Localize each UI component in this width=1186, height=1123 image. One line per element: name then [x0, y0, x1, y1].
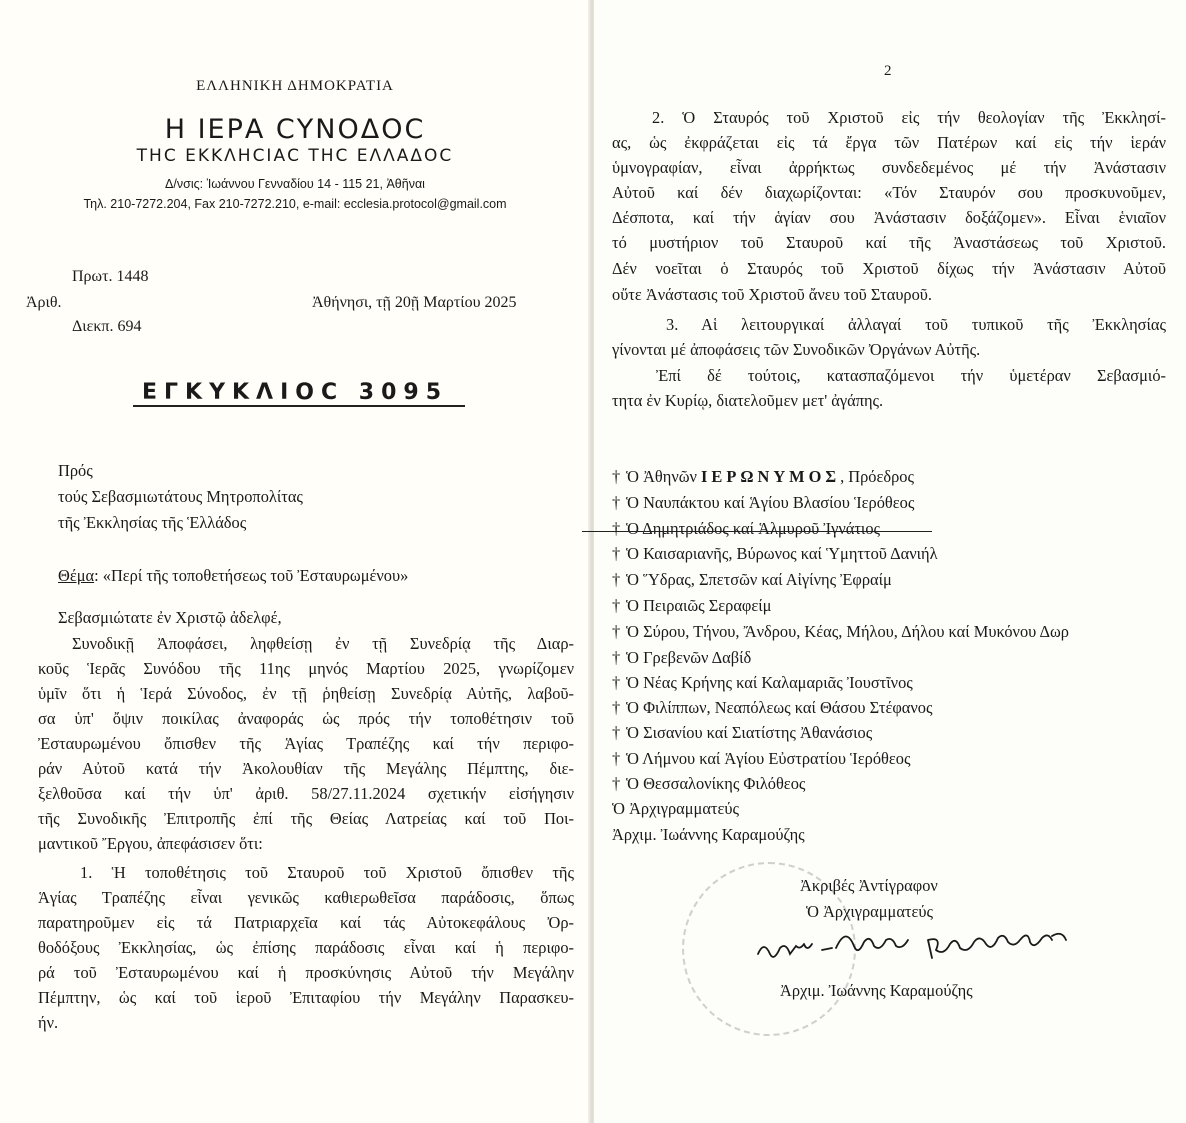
signatory-president	[612, 467, 914, 487]
protocol-number: Πρωτ. 1448	[72, 268, 149, 285]
handwritten-signature	[752, 920, 1102, 970]
signatory-role: , Πρόεδρος	[840, 467, 914, 486]
body-line: παρατηροῦμεν εἰς τά Πατριαρχεῖα καί τάς Αὐτοκεφάλους Ὀρ-	[38, 913, 574, 932]
signatory-text: Ὁ Λήμνου καί Ἁγίου Εὐστρατίου Ἱερόθεος	[626, 749, 911, 768]
body-line: 2. Ὁ Σταυρός τοῦ Χριστοῦ εἰς τήν θεολογίαν τῆς Ἐκκλησί-	[652, 108, 1166, 127]
header-synod: Η ΙΕΡΑ CΥΝΟΔΟC	[164, 114, 426, 145]
body-line: τό μυστήριον τοῦ Σταυροῦ καί τῆς Ἀναστάσεως τοῦ Χριστοῦ.	[612, 233, 1166, 252]
signatory-text: Ὁ Σισανίου καί Σιατίστης Ἀθανάσιος	[626, 723, 873, 742]
copy-secretary-title: Ὁ Ἀρχιγραμματεύς	[806, 902, 934, 921]
signatory	[612, 570, 892, 590]
body-line: Δέσποτα, καί τήν ἁγίαν σου Ἀνάστασιν δοξάζομεν». Εἶναι ἑνιαῖον	[612, 208, 1166, 227]
document-title: ΕΓΚΥΚΛΙΟC 3095	[141, 380, 449, 405]
signatory	[612, 698, 932, 718]
strikethrough-line	[582, 531, 932, 532]
body-line-text: Αὐτοῦ καί δέν διαχωρίζονται: «Τόν Σταυρόν σου προσκυνοῦμεν,	[612, 183, 1166, 202]
body-line: Συνοδικῇ Ἀποφάσει, ληφθείσῃ ἐν τῇ Συνεδρίᾳ τῆς Διαρ-	[72, 634, 574, 653]
body-line: ὑμῖν ὅτι ἡ Ἱερά Σύνοδος, ἐν τῇ ῥηθείσῃ Συνεδρίᾳ Αὐτῆς, λαβοῦ-	[38, 684, 574, 703]
title-underline	[133, 405, 465, 407]
body-line: τῆς Συνοδικῆς Ἐπιτροπῆς ἐπί τῆς Θείας Λατρείας καί τοῦ Ποι-	[38, 809, 574, 828]
body-line: γίνονται μέ ἀποφάσεις τῶν Συνοδικῶν Ὀργάνων Αὐτῆς.	[612, 340, 981, 359]
place-date: Ἀθήνησι, τῇ 20ῇ Μαρτίου 2025	[312, 294, 517, 311]
signatory-text: Ὁ Φιλίππων, Νεαπόλεως καί Θάσου Στέφανος	[626, 698, 933, 717]
recipient-to: Πρός	[58, 461, 93, 480]
page-number: 2	[884, 63, 892, 79]
body-line: θοδόξους Ἐκκλησίας, ὡς ἐπίσης παράδοσις εἶναι καί ἡ περιφο-	[38, 938, 574, 957]
signatory	[612, 622, 1186, 642]
body-line: ήν.	[38, 1013, 59, 1032]
signatory-text: Ὁ Νέας Κρήνης καί Καλαμαριᾶς Ἰουστῖνος	[626, 673, 913, 692]
body-line: Πέμπτην, ὡς καί τοῦ ἱεροῦ Ἐπιταφίου τήν Μεγάλην Παρασκευ-	[38, 988, 574, 1007]
subject-text: : «Περί τῆς τοποθετήσεως τοῦ Ἐσταυρωμένου»	[94, 566, 409, 585]
body-line: οὔτε Ἀνάστασις τοῦ Χριστοῦ ἄνευ τοῦ Σταυροῦ.	[612, 285, 933, 304]
body-line: σα ὑπ' ὄψιν ποικίλας ἀναφοράς ὡς πρός τήν τοποθέτησιν τοῦ	[38, 709, 574, 728]
header-church: ΤΗC ΕΚΚΛΗCΙΑC ΤΗC ΕΛΛΑΔΟC	[136, 146, 454, 166]
signatory-text: Ὁ Καισαριανῆς, Βύρωνος καί Ὑμηττοῦ Δανιήλ	[626, 544, 938, 563]
body-line: Ἐπί δέ τούτοις, κατασπαζόμενοι τήν ὑμετέραν Σεβασμιό-	[656, 366, 1166, 385]
signatory	[612, 648, 751, 668]
recipient-line-2: τῆς Ἐκκλησίας τῆς Ἑλλάδος	[58, 513, 247, 532]
signatory-text: Ὁ Ναυπάκτου καί Ἁγίου Βλασίου Ἱερόθεος	[626, 493, 915, 512]
body-line: ὑμνογραφίαν, εἶναι ἀρρήκτως συνδεδεμένος μέ τήν Ἀνάστασιν	[612, 158, 1166, 177]
cross-icon: †	[612, 698, 621, 717]
body-line: Δέν νοεῖται ὁ Σταυρός τοῦ Χριστοῦ δίχως τήν Ἀνάστασιν Αὐτοῦ	[612, 259, 1166, 278]
copy-secretary-name: Ἀρχιμ. Ἰωάννης Καραμούζης	[780, 981, 973, 1000]
body-line: ρά τοῦ Ἐσταυρωμένου καί ἡ προσκύνησις Αὐτοῦ τήν Μεγάλην	[38, 963, 574, 982]
cross-icon: †	[612, 493, 621, 512]
signatory-name: ΙΕΡΩΝΥΜΟΣ	[701, 467, 841, 486]
cross-icon: †	[612, 570, 621, 589]
cross-icon: †	[612, 648, 621, 667]
signatory-see: Ὁ Ἀθηνῶν	[626, 467, 702, 486]
signatory	[612, 519, 880, 539]
signatory	[612, 493, 914, 513]
dispatch-number: Διεκπ. 694	[72, 318, 142, 335]
recipient-line-1: τούς Σεβασμιωτάτους Μητροπολίτας	[58, 487, 303, 506]
body-line: ράν Αὐτοῦ κατά τήν Ἀκολουθίαν τῆς Μεγάλης Πέμπτης, διε-	[38, 759, 574, 778]
signatory-text: Ὁ Πειραιῶς Σεραφείμ	[626, 596, 772, 615]
certified-copy-label: Ἀκριβές Ἀντίγραφον	[800, 876, 938, 895]
cross-icon: †	[612, 723, 621, 742]
body-line: τητα ἐν Κυρίῳ, διατελοῦμεν μετ' ἀγάπης.	[612, 391, 884, 410]
cross-icon: †	[612, 622, 621, 641]
signatory-text: Ὁ Σύρου, Τήνου, Ἄνδρου, Κέας, Μήλου, Δήλου καί Μυκόνου Δωρ	[626, 622, 1069, 641]
subject-label: Θέμα	[58, 566, 95, 585]
signatory	[612, 544, 938, 564]
header-republic: ΕΛΛΗΝΙΚΗ ΔΗΜΟΚΡΑΤΙΑ	[196, 78, 394, 94]
header-address: Δ/νσις: Ἰωάννου Γενναδίου 14 - 115 21, Ἀθῆναι	[165, 177, 425, 191]
cross-icon: †	[612, 749, 621, 768]
body-line: Ἁγίας Τραπέζης εἶναι γενικῶς καθιερωθεῖσα παράδοσις, ὅπως	[38, 888, 574, 907]
left-page	[0, 0, 590, 1123]
body-line: μαντικοῦ Ἔργου, ἀπεφάσισεν ὅτι:	[38, 834, 263, 853]
cross-icon: †	[612, 596, 621, 615]
cross-icon: †	[612, 774, 621, 793]
body-line: Ἐσταυρωμένου ὄπισθεν τῆς Ἁγίας Τραπέζης καί τήν περιφο-	[38, 734, 574, 753]
body-line: κοῦς Ἱερᾶς Συνόδου τῆς 11ης μηνός Μαρτίου 2025, γνωρίζομεν	[38, 659, 574, 678]
cross-icon: †	[612, 673, 621, 692]
header-contact: Τηλ. 210-7272.204, Fax 210-7272.210, e-mail: ecclesia.protocol@gmail.com	[83, 197, 507, 211]
body-line: 1. Ἡ τοποθέτησις τοῦ Σταυροῦ τοῦ Χριστοῦ ὄπισθεν τῆς	[80, 863, 574, 882]
body-line: ξελθοῦσα καί τήν ὑπ' ἀριθ. 58/27.11.2024 σχετικήν εἰσήγησιν	[38, 784, 574, 803]
salutation: Σεβασμιώτατε ἐν Χριστῷ ἀδελφέ,	[58, 608, 282, 627]
signatory	[612, 723, 872, 743]
signatory	[612, 749, 910, 769]
body-line: 3. Αἱ λειτουργικαί ἀλλαγαί τοῦ τυπικοῦ τῆς Ἐκκλησίας	[666, 315, 1166, 334]
body-line: ας, ὡς ἐκφράζεται εἰς τά ἔργα τῶν Πατέρων καί εἰς τήν ἱεράν	[612, 133, 1166, 152]
body-line	[612, 183, 1166, 203]
signatory	[612, 774, 805, 794]
cross-icon: †	[612, 467, 621, 486]
arith-label: Ἀριθ.	[26, 294, 62, 311]
chief-secretary-title: Ὁ Ἀρχιγραμματεύς	[612, 799, 740, 818]
cross-icon: †	[612, 544, 621, 563]
signatory-text: Ὁ Γρεβενῶν Δαβίδ	[626, 648, 752, 667]
signatory	[612, 673, 913, 693]
signatory-text: Ὁ Θεσσαλονίκης Φιλόθεος	[626, 774, 806, 793]
subject	[58, 566, 408, 586]
signatory-text: Ὁ Δημητριάδος καί Ἁλμυροῦ Ἰγνάτιος	[626, 519, 881, 538]
chief-secretary-name: Ἀρχιμ. Ἰωάννης Καραμούζης	[612, 825, 805, 844]
cross-icon: †	[612, 519, 621, 538]
signatory-text: Ὁ Ὕδρας, Σπετσῶν καί Αἰγίνης Ἐφραίμ	[626, 570, 892, 589]
signatory	[612, 596, 771, 616]
